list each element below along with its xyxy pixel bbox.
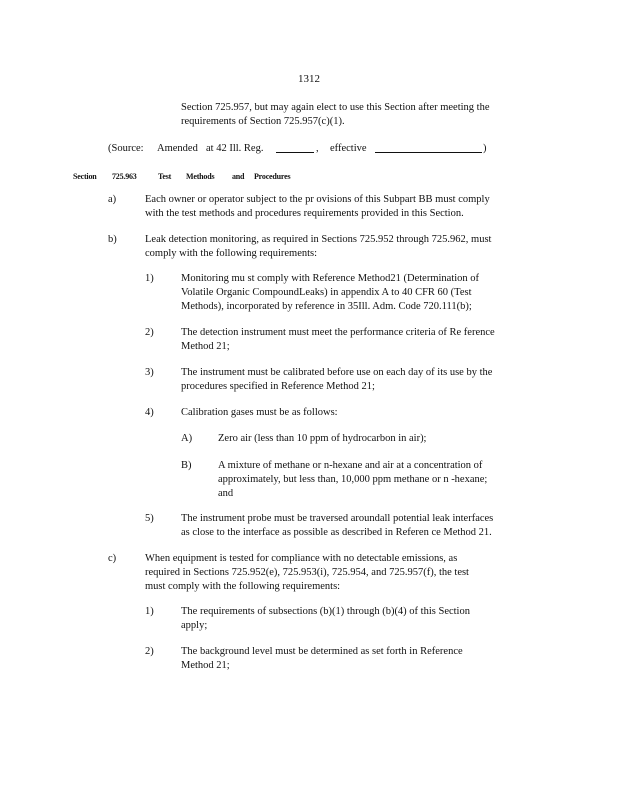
item-label-b2: 2) xyxy=(145,327,154,338)
item-b4-text xyxy=(181,406,481,420)
text-line: Methods), incorporated by reference in 35Ill. Adm. Code 720.111(b); xyxy=(181,301,472,312)
text-line: The detection instrument must meet the performance criteria of Re ference xyxy=(181,327,495,338)
page-number: 1312 xyxy=(298,73,320,85)
text-line: Each owner or operator subject to the pr ovisions of this Subpart BB must comply xyxy=(145,194,490,205)
register-blank xyxy=(276,142,314,153)
item-label-b: b) xyxy=(108,234,117,245)
text-line: A mixture of methane or n-hexane and air at a concentration of xyxy=(218,460,483,471)
item-label-c: c) xyxy=(108,553,117,564)
section-title-word: Procedures xyxy=(254,172,291,181)
item-label-b1: 1) xyxy=(145,273,154,284)
text-line: approximately, but less than, 10,000 ppm methane or n -hexane; xyxy=(218,474,488,485)
item-b4A-text xyxy=(218,432,518,446)
intro-paragraph xyxy=(181,101,535,129)
source-amended: Amended xyxy=(157,143,198,154)
source-close: ) xyxy=(483,143,487,154)
item-b5-text xyxy=(181,512,533,540)
text-line: The instrument probe must be traversed aroundall potential leak interfaces xyxy=(181,513,494,524)
item-c-text xyxy=(145,552,515,594)
text-line: The instrument must be calibrated before use on each day of its use by the xyxy=(181,367,493,378)
item-b-text xyxy=(145,233,539,261)
text-line: Method 21; xyxy=(181,660,230,671)
text-line: The requirements of subsections (b)(1) through (b)(4) of this Section xyxy=(181,606,470,617)
text-line: Calibration gases must be as follows: xyxy=(181,407,338,418)
text-line: must comply with the following requirements: xyxy=(145,581,341,592)
item-label-b4: 4) xyxy=(145,407,154,418)
text-line: with the test methods and procedures requirements provided in this Section. xyxy=(145,208,464,219)
text-line: procedures specified in Reference Method 21; xyxy=(181,381,375,392)
item-label-b3: 3) xyxy=(145,367,154,378)
item-label-c1: 1) xyxy=(145,606,154,617)
item-label-b5: 5) xyxy=(145,513,154,524)
text-line: as close to the interface as possible as described in Referen ce Method 21. xyxy=(181,527,492,538)
section-title-word: Test xyxy=(158,172,172,181)
comma-separator: , xyxy=(316,143,319,154)
section-title-word: Methods xyxy=(186,172,215,181)
item-b1-text xyxy=(181,272,526,314)
source-effective: effective xyxy=(330,143,367,154)
text-line: Method 21; xyxy=(181,341,230,352)
source-note xyxy=(0,142,618,158)
item-label-b4B: B) xyxy=(181,460,192,471)
text-line: required in Sections 725.952(e), 725.953(i), 725.954, and 725.957(f), the test xyxy=(145,567,469,578)
text-line: The background level must be determined as set forth in Reference xyxy=(181,646,463,657)
text-line: requirements of Section 725.957(c)(1). xyxy=(181,116,345,127)
item-b2-text xyxy=(181,326,533,354)
item-label-c2: 2) xyxy=(145,646,154,657)
section-title-word: and xyxy=(232,172,245,181)
source-label: (Source: xyxy=(108,143,144,154)
text-line: Volatile Organic CompoundLeaks) in appendix A to 40 CFR 60 (Test xyxy=(181,287,472,298)
text-line: Monitoring mu st comply with Reference Method21 (Determination of xyxy=(181,273,480,284)
text-line: Leak detection monitoring, as required in Sections 725.952 through 725.962, must xyxy=(145,234,492,245)
item-b4B-text xyxy=(218,459,520,501)
text-line: When equipment is tested for compliance with no detectable emissions, as xyxy=(145,553,458,564)
item-c2-text xyxy=(181,645,493,673)
text-line: and xyxy=(218,488,234,499)
text-line: apply; xyxy=(181,620,208,631)
text-line: comply with the following requirements: xyxy=(145,248,318,259)
text-line: Zero air (less than 10 ppm of hydrocarbon in air); xyxy=(218,433,427,444)
item-label-b4A: A) xyxy=(181,433,193,444)
source-register: at 42 Ill. Reg. xyxy=(206,143,264,154)
section-word: Section xyxy=(73,172,97,181)
item-a-text xyxy=(145,193,535,221)
text-line: Section 725.957, but may again elect to use this Section after meeting the xyxy=(181,102,490,113)
item-label-a: a) xyxy=(108,194,117,205)
effective-blank xyxy=(375,142,482,153)
item-c1-text xyxy=(181,605,503,633)
item-b3-text xyxy=(181,366,539,394)
section-number: 725.963 xyxy=(112,172,137,181)
